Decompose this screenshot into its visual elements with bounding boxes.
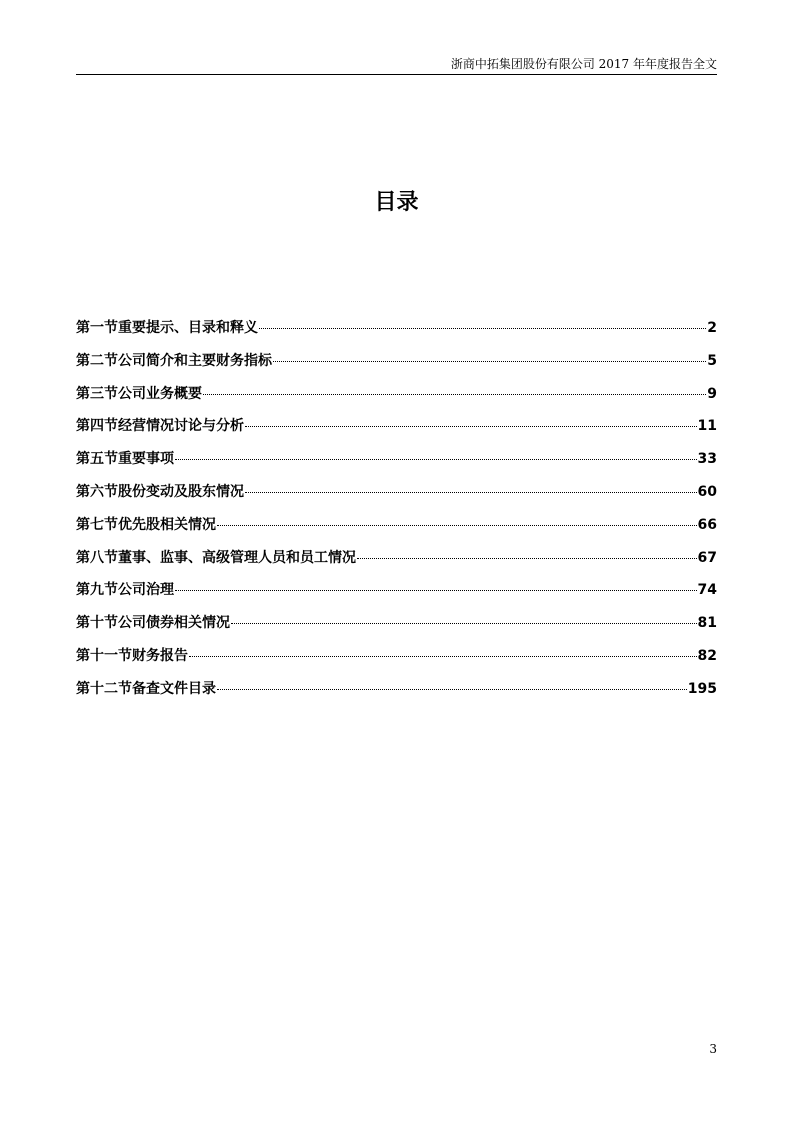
- toc-entry-page: 5: [707, 352, 717, 369]
- toc-entry[interactable]: [76, 416, 717, 449]
- toc-entry-label: 第九节公司治理: [76, 582, 174, 599]
- toc-entry[interactable]: [76, 482, 717, 515]
- toc-entry[interactable]: [76, 449, 717, 482]
- running-header: 浙商中拓集团股份有限公司 2017 年年度报告全文: [450, 57, 717, 71]
- toc-entry[interactable]: [76, 515, 717, 548]
- toc-entry-page: 9: [707, 385, 717, 402]
- toc-entry-page: 33: [697, 451, 717, 468]
- table-of-contents: [76, 318, 717, 712]
- toc-entry-label: 第四节经营情况讨论与分析: [76, 418, 244, 435]
- toc-entry[interactable]: [76, 318, 717, 351]
- header-rule: [76, 74, 717, 75]
- toc-entry-label: 第十二节备查文件目录: [76, 680, 216, 697]
- toc-entry-label: 第一节重要提示、目录和释义: [76, 320, 258, 336]
- toc-entry-label: 第十节公司债券相关情况: [76, 615, 230, 632]
- toc-leader-dots: [231, 623, 697, 624]
- toc-leader-dots: [245, 426, 697, 427]
- toc-leader-dots: [259, 328, 706, 329]
- toc-entry-page: 81: [697, 615, 717, 632]
- toc-leader-dots: [203, 394, 706, 395]
- toc-entry-page: 67: [697, 549, 717, 566]
- toc-leader-dots: [175, 459, 697, 460]
- toc-entry-page: 2: [707, 320, 717, 336]
- toc-entry[interactable]: [76, 548, 717, 581]
- toc-entry[interactable]: [76, 384, 717, 417]
- toc-leader-dots: [217, 525, 697, 526]
- toc-entry[interactable]: [76, 351, 717, 384]
- toc-entry-label: 第三节公司业务概要: [76, 385, 202, 402]
- toc-entry-label: 第七节优先股相关情况: [76, 516, 216, 533]
- toc-leader-dots: [175, 590, 697, 591]
- toc-entry-page: 66: [697, 516, 717, 533]
- page-number: 3: [709, 1042, 717, 1056]
- toc-entry-label: 第六节股份变动及股东情况: [76, 483, 244, 500]
- toc-leader-dots: [357, 558, 697, 559]
- toc-entry-page: 60: [697, 483, 717, 500]
- toc-leader-dots: [217, 689, 687, 690]
- toc-leader-dots: [189, 656, 697, 657]
- toc-leader-dots: [245, 492, 697, 493]
- toc-entry-page: 11: [697, 418, 717, 435]
- toc-entry[interactable]: [76, 580, 717, 613]
- toc-entry-label: 第五节重要事项: [76, 451, 174, 468]
- toc-entry-label: 第十一节财务报告: [76, 647, 188, 664]
- toc-title: 目录: [374, 190, 419, 215]
- toc-entry-page: 74: [697, 582, 717, 599]
- toc-entry[interactable]: [76, 613, 717, 646]
- toc-entry[interactable]: [76, 679, 717, 712]
- toc-entry-page: 82: [697, 647, 717, 664]
- toc-entry-label: 第二节公司简介和主要财务指标: [76, 352, 272, 369]
- toc-entry-label: 第八节董事、监事、高级管理人员和员工情况: [76, 549, 356, 566]
- toc-entry-page: 195: [687, 680, 717, 697]
- toc-entry[interactable]: [76, 646, 717, 679]
- toc-leader-dots: [273, 361, 706, 362]
